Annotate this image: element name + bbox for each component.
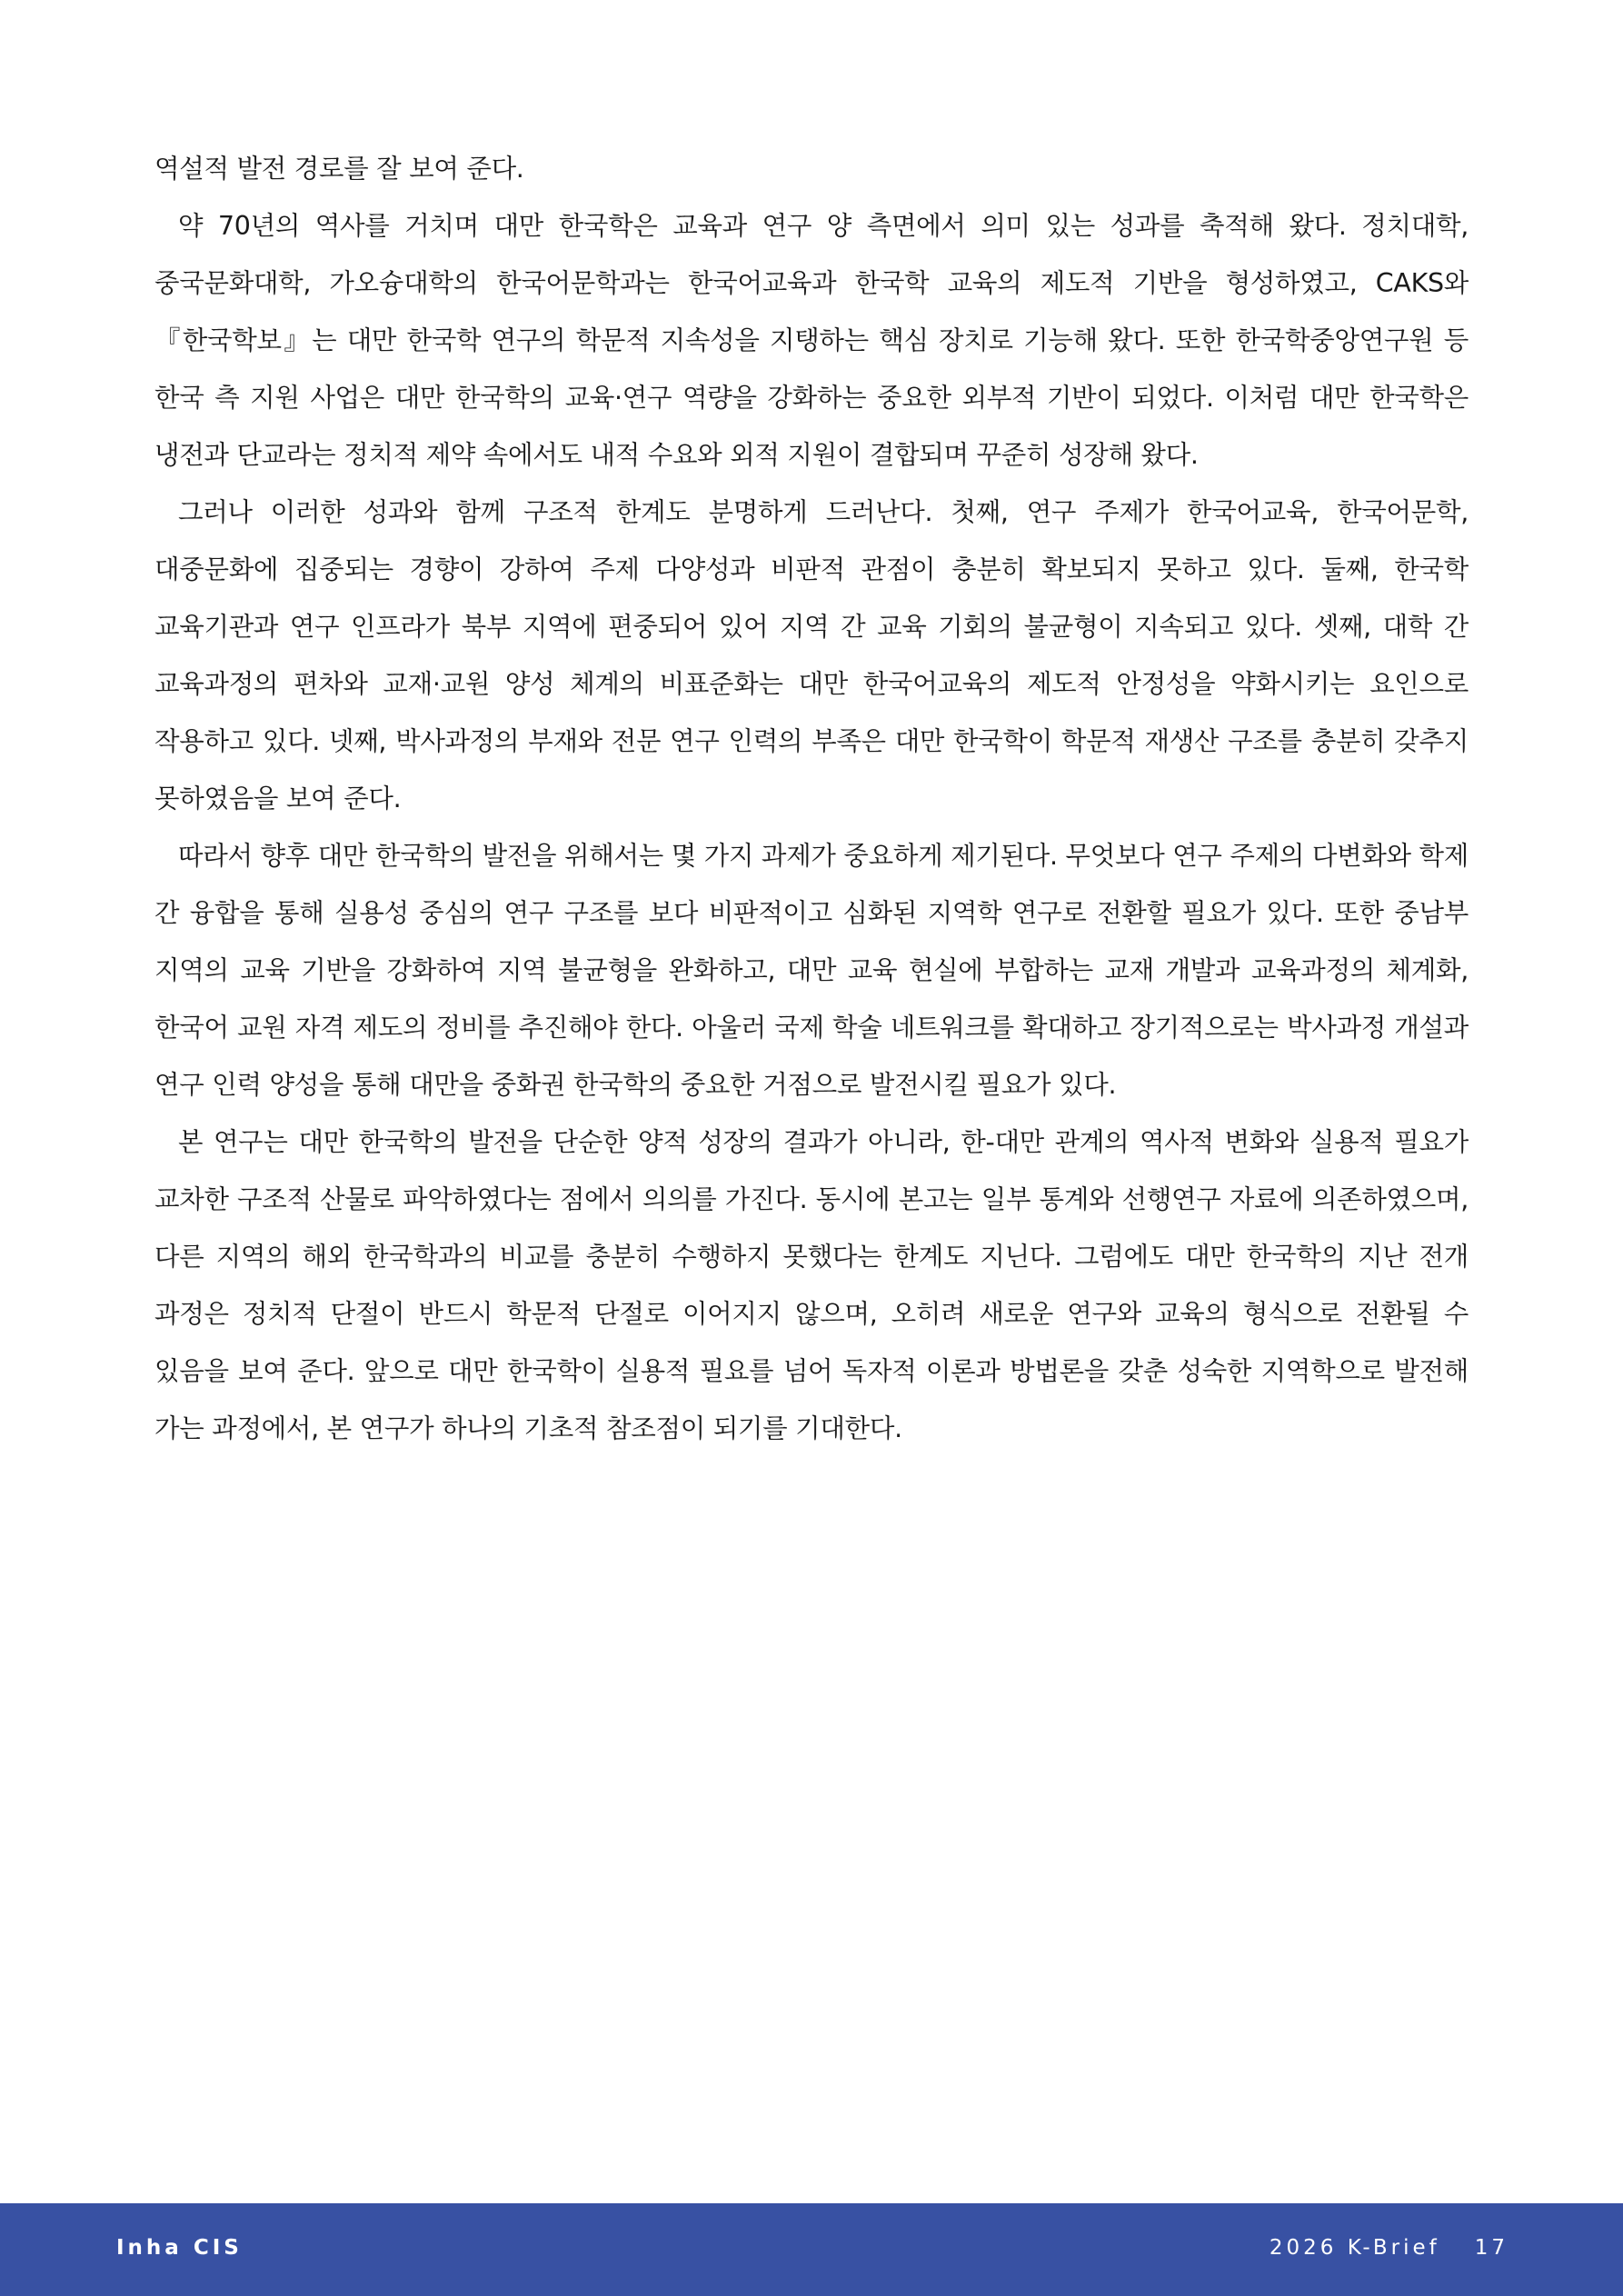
footer-right-group <box>1270 2236 1508 2260</box>
footer-publication-title: 2026 K-Brief <box>1269 2236 1440 2260</box>
paragraph-conclusion: 본 연구는 대만 한국학의 발전을 단순한 양적 성장의 결과가 아니라, 한-대만 관계의 역사적 변화와 실용적 필요가 교차한 구조적 산물로 파악하였다는 점에서 의의를 가진다. 동시에 본고는 일부 통계와 선행연구 자료에 의존하였으며, 다른 지역의 해외 한국학과의 비교를 충분히 수행하지 못했다는 한계도 지닌다. 그럼에도 대만 한국학의 지난 전개 과정은 정치적 단절이 반드시 학문적 단절로 이어지지 않으며, 오히려 새로운 연구와 교육의 형식으로 전환될 수 있음을 보여 준다. 앞으로 대만 한국학이 실용적 필요를 넘어 독자적 이론과 방법론을 갖춘 성숙한 지역학으로 발전해 가는 과정에서, 본 연구가 하나의 기초적 참조점이 되기를 기대한다. <box>154 1127 1469 1443</box>
footer-organization: Inha CIS <box>116 2236 243 2260</box>
document-body <box>154 140 1469 1457</box>
paragraph-achievements: 약 70년의 역사를 거치며 대만 한국학은 교육과 연구 양 측면에서 의미 있는 성과를 축적해 왔다. 정치대학, 중국문화대학, 가오슝대학의 한국어문학과는 한국어교육과 한국학 교육의 제도적 기반을 형성하였고, CAKS와 『한국학보』는 대만 한국학 연구의 학문적 지속성을 지탱하는 핵심 장치로 기능해 왔다. 또한 한국학중앙연구원 등 한국 측 지원 사업은 대만 한국학의 교육·연구 역량을 강화하는 중요한 외부적 기반이 되었다. 이처럼 대만 한국학은 냉전과 단교라는 정치적 제약 속에서도 내적 수요와 외적 지원이 결합되며 꾸준히 성장해 왔다. <box>154 211 1469 470</box>
page-number: 17 <box>1474 2236 1508 2260</box>
paragraph-limitations: 그러나 이러한 성과와 함께 구조적 한계도 분명하게 드러난다. 첫째, 연구 주제가 한국어교육, 한국어문학, 대중문화에 집중되는 경향이 강하여 주제 다양성과 비판적 관점이 충분히 확보되지 못하고 있다. 둘째, 한국학 교육기관과 연구 인프라가 북부 지역에 편중되어 있어 지역 간 교육 기회의 불균형이 지속되고 있다. 셋째, 대학 간 교육과정의 편차와 교재·교원 양성 체계의 비표준화는 대만 한국어교육의 제도적 안정성을 약화시키는 요인으로 작용하고 있다. 넷째, 박사과정의 부재와 전문 연구 인력의 부족은 대만 한국학이 학문적 재생산 구조를 충분히 갖추지 못하였음을 보여 준다. <box>154 497 1469 814</box>
paragraph-continuation: 역설적 발전 경로를 잘 보여 준다. <box>154 154 524 184</box>
paragraph-future-tasks: 따라서 향후 대만 한국학의 발전을 위해서는 몇 가지 과제가 중요하게 제기된다. 무엇보다 연구 주제의 다변화와 학제 간 융합을 통해 실용성 중심의 연구 구조를 보다 비판적이고 심화된 지역학 연구로 전환할 필요가 있다. 또한 중남부 지역의 교육 기반을 강화하여 지역 불균형을 완화하고, 대만 교육 현실에 부합하는 교재 개발과 교육과정의 체계화, 한국어 교원 자격 제도의 정비를 추진해야 한다. 아울러 국제 학술 네트워크를 확대하고 장기적으로는 박사과정 개설과 연구 인력 양성을 통해 대만을 중화권 한국학의 중요한 거점으로 발전시킬 필요가 있다. <box>154 841 1469 1100</box>
page-footer <box>0 2203 1623 2296</box>
